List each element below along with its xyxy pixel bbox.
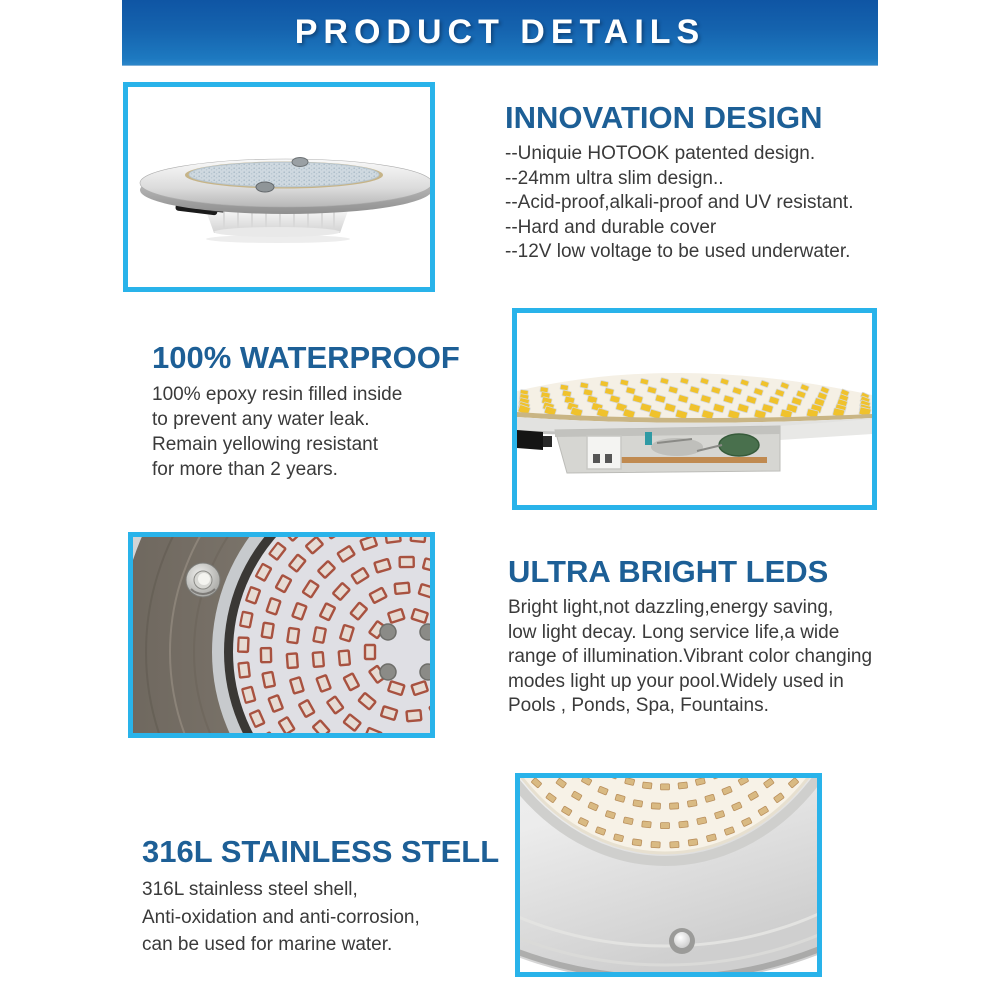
feature-line: modes light up your pool.Widely used in	[508, 670, 844, 692]
section-heading: 316L STAINLESS STELL	[142, 834, 500, 869]
feature-line: --Uniquie HOTOOK patented design.	[505, 143, 816, 164]
feature-line: Pools , Ponds, Spa, Fountains.	[508, 695, 769, 717]
section-ultra-bright-leds	[508, 555, 872, 719]
led-board-illustration	[133, 537, 430, 733]
feature-line: range of illumination.Vibrant color changing	[508, 646, 873, 668]
photo-stainless-body-closeup	[515, 773, 822, 977]
feature-line: --Acid-proof,alkali-proof and UV resistant.	[505, 192, 854, 214]
feature-line: for more than 2 years.	[152, 459, 338, 480]
feature-line: --24mm ultra slim design..	[505, 167, 724, 189]
pool-light-side-illustration	[128, 87, 430, 287]
photo-led-edge-closeup	[512, 308, 877, 510]
section-waterproof	[152, 341, 460, 482]
stainless-body-illustration	[520, 778, 817, 972]
screw-hole	[669, 928, 695, 954]
photo-led-board-closeup	[128, 532, 435, 738]
feature-line: to prevent any water leak.	[152, 409, 370, 430]
feature-line: 100% epoxy resin filled inside	[152, 384, 403, 405]
section-heading: 100% WATERPROOF	[152, 340, 460, 375]
photo-pool-light-side-view	[123, 82, 435, 292]
feature-line: --Hard and durable cover	[505, 216, 717, 238]
section-innovation-design	[505, 101, 853, 265]
feature-line: --12V low voltage to be used underwater.	[505, 241, 851, 263]
feature-line: Remain yellowing resistant	[152, 434, 378, 455]
feature-line: 316L stainless steel shell,	[142, 879, 358, 900]
banner-title: PRODUCT DETAILS	[294, 13, 706, 51]
section-heading: ULTRA BRIGHT LEDS	[508, 554, 829, 589]
feature-line: Anti-oxidation and anti-corrosion,	[142, 906, 420, 928]
banner	[122, 0, 878, 66]
feature-line: can be used for marine water.	[142, 934, 393, 955]
led-edge-illustration	[517, 313, 872, 505]
feature-line: Bright light,not dazzling,energy saving,	[508, 597, 834, 618]
screw-hole	[186, 563, 220, 597]
section-stainless-steel	[142, 835, 499, 959]
section-heading: INNOVATION DESIGN	[505, 100, 823, 135]
feature-line: low light decay. Long service life,a wide	[508, 621, 840, 643]
